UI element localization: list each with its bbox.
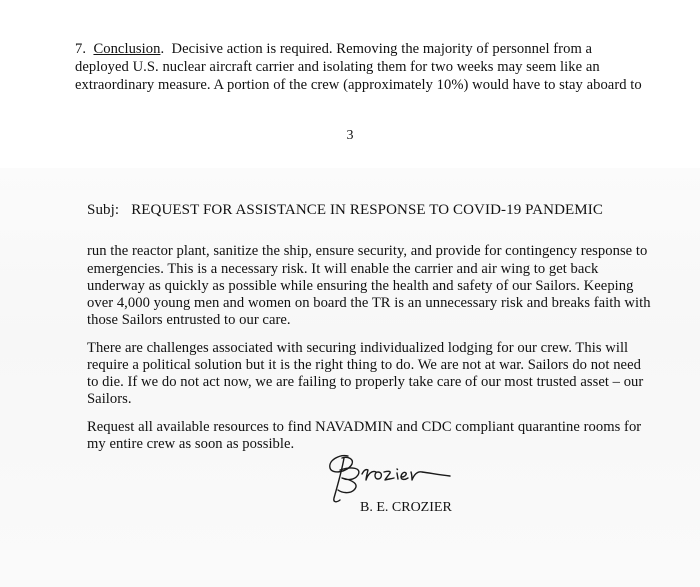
body-paragraph-1-line-3: underway as quickly as possible while ensuring the health and safety of our Sailors. Keeping — [87, 278, 634, 294]
body-paragraph-1-line-4: over 4,000 young men and women on board the TR is an unnecessary risk and breaks faith with — [87, 295, 651, 311]
top-paragraph-line-1: 7. Conclusion. Decisive action is required. Removing the majority of personnel from a — [75, 41, 593, 57]
paragraph-label: Conclusion — [93, 41, 161, 57]
body-paragraph-1-line-2: emergencies. This is a necessary risk. It will enable the carrier and air wing to get back — [87, 261, 599, 277]
top-paragraph-line-3: extraordinary measure. A portion of the crew (approximately 10%) would have to stay aboard to — [75, 77, 642, 93]
signer-name: B. E. CROZIER — [360, 500, 452, 515]
paragraph-number: 7. — [75, 41, 87, 57]
body-paragraph-3-line-1: Request all available resources to find NAVADMIN and CDC compliant quarantine rooms for — [87, 419, 642, 435]
subject-line — [87, 202, 603, 219]
body-paragraph-1-line-1: run the reactor plant, sanitize the ship, ensure security, and provide for contingency response to — [87, 243, 648, 259]
page-number: 3 — [346, 128, 354, 143]
body-paragraph-2-line-1: There are challenges associated with securing individualized lodging for our crew. This will — [87, 340, 629, 356]
body-paragraph-3-line-2: my entire crew as soon as possible. — [87, 436, 295, 452]
body-paragraph-2-line-2: require a political solution but it is the right thing to do. We are not at war. Sailors do not need — [87, 357, 641, 373]
body-paragraph-1-line-5: those Sailors entrusted to our care. — [87, 312, 291, 328]
subject-text: REQUEST FOR ASSISTANCE IN RESPONSE TO COVID-19 PANDEMIC — [131, 202, 603, 218]
top-paragraph-line-2: deployed U.S. nuclear aircraft carrier and isolating them for two weeks may seem like an — [75, 59, 600, 75]
paragraph-text: Decisive action is required. Removing the majority of personnel from a — [171, 41, 593, 57]
body-paragraph-2-line-3: to die. If we do not act now, we are failing to properly take care of our most trusted asset – our — [87, 374, 644, 390]
subject-label: Subj: — [87, 202, 120, 218]
handwritten-signature — [318, 448, 498, 508]
body-paragraph-2-line-4: Sailors. — [87, 391, 132, 407]
